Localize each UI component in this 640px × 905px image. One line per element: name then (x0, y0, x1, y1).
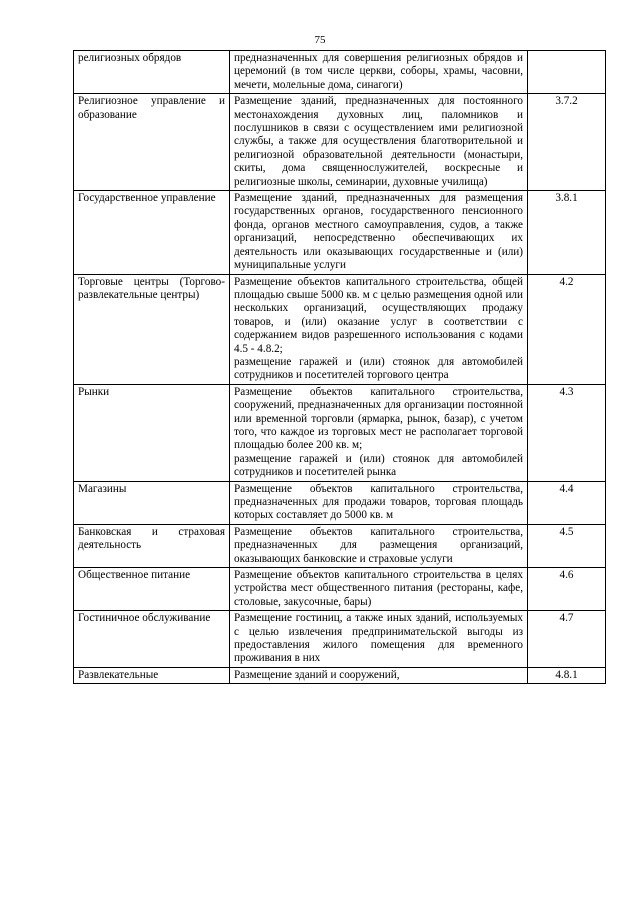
use-type-code: 4.7 (528, 611, 606, 668)
use-type-name: Религиозное управление и образование (74, 94, 230, 191)
table-row (74, 94, 606, 191)
use-type-description (230, 667, 528, 683)
use-type-code: 4.2 (528, 274, 606, 384)
use-type-code: 3.7.2 (528, 94, 606, 191)
use-type-name: Рынки (74, 384, 230, 481)
use-type-description (230, 51, 528, 94)
table-row (74, 191, 606, 274)
use-type-code: 4.5 (528, 524, 606, 567)
use-type-code: 4.6 (528, 568, 606, 611)
table-row (74, 568, 606, 611)
description-paragraph: Размещение зданий, предназначенных для постоянного местонахождения духовных лиц, паломников и послушников в связи с осуществлением ими религиозной службы, а также для осуществления благотворительной и религиозной образовательной деятельности (монастыри, скиты, дома священнослужителей, воскресные и религиозные школы, семинарии, духовные училища) (234, 95, 523, 188)
use-type-description (230, 481, 528, 524)
use-type-code: 4.4 (528, 481, 606, 524)
table-row (74, 274, 606, 384)
use-type-description (230, 524, 528, 567)
use-type-code: 3.8.1 (528, 191, 606, 274)
use-type-name: Банковская и страховая деятельность (74, 524, 230, 567)
use-type-name: Торговые центры (Торгово-развлекательные центры) (74, 274, 230, 384)
use-type-name: Государственное управление (74, 191, 230, 274)
table-body (74, 51, 606, 684)
use-type-code: 4.3 (528, 384, 606, 481)
use-type-code (528, 51, 606, 94)
table-row (74, 667, 606, 683)
description-paragraph: Размещение гостиниц, а также иных зданий, используемых с целью извлечения предпринимательской выгоды из предоставления жилого помещения для временного проживания в них (234, 612, 523, 665)
table-row (74, 51, 606, 94)
use-type-description (230, 384, 528, 481)
use-type-name: Магазины (74, 481, 230, 524)
description-paragraph: предназначенных для совершения религиозных обрядов и церемоний (в том числе церкви, соборы, храмы, часовни, мечети, молельные дома, синагоги) (234, 52, 523, 91)
land-use-table (73, 50, 606, 684)
description-paragraph: Размещение объектов капитального строительства, сооружений, предназначенных для организации постоянной или временной торговли (ярмарка, рынок, базар), с учетом того, что каждое из торговых мест не располагает торговой площадью более 200 кв. м; (234, 385, 523, 452)
page-number: 75 (314, 34, 326, 46)
table-row (74, 524, 606, 567)
description-paragraph: Размещение объектов капитального строительства в целях устройства мест общественного питания (рестораны, кафе, столовые, закусочные, бары) (234, 569, 523, 608)
use-type-name: Гостиничное обслуживание (74, 611, 230, 668)
use-type-description (230, 274, 528, 384)
use-type-description (230, 94, 528, 191)
use-type-description (230, 568, 528, 611)
use-type-description (230, 611, 528, 668)
table-row (74, 481, 606, 524)
description-paragraph: Размещение зданий и сооружений, (234, 668, 400, 681)
use-type-name: религиозных обрядов (74, 51, 230, 94)
use-type-code: 4.8.1 (528, 667, 606, 683)
use-type-name: Общественное питание (74, 568, 230, 611)
use-type-name: Развлекательные (74, 667, 230, 683)
table-row (74, 611, 606, 668)
description-paragraph: Размещение зданий, предназначенных для размещения государственных органов, государственного пенсионного фонда, органов местного самоуправления, судов, а также организаций, непосредственно обеспечивающих их деятельность или оказывающих государственные и (или) муниципальные услуги (234, 192, 523, 272)
table-row (74, 384, 606, 481)
use-type-description (230, 191, 528, 274)
description-paragraph: размещение гаражей и (или) стоянок для автомобилей сотрудников и посетителей торгового центра (234, 355, 523, 382)
description-paragraph: Размещение объектов капитального строительства, общей площадью свыше 5000 кв. м с целью размещения одной или нескольких организаций, осуществляющих продажу товаров, и (или) оказание услуг в соответствии с содержанием видов разрешенного использования с кодами 4.5 - 4.8.2; (234, 275, 523, 355)
description-paragraph: Размещение объектов капитального строительства, предназначенных для продажи товаров, торговая площадь которых составляет до 5000 кв. м (234, 482, 523, 522)
description-paragraph: Размещение объектов капитального строительства, предназначенных для размещения организаций, оказывающих банковские и страховые услуги (234, 525, 523, 565)
description-paragraph: размещение гаражей и (или) стоянок для автомобилей сотрудников и посетителей рынка (234, 452, 523, 479)
